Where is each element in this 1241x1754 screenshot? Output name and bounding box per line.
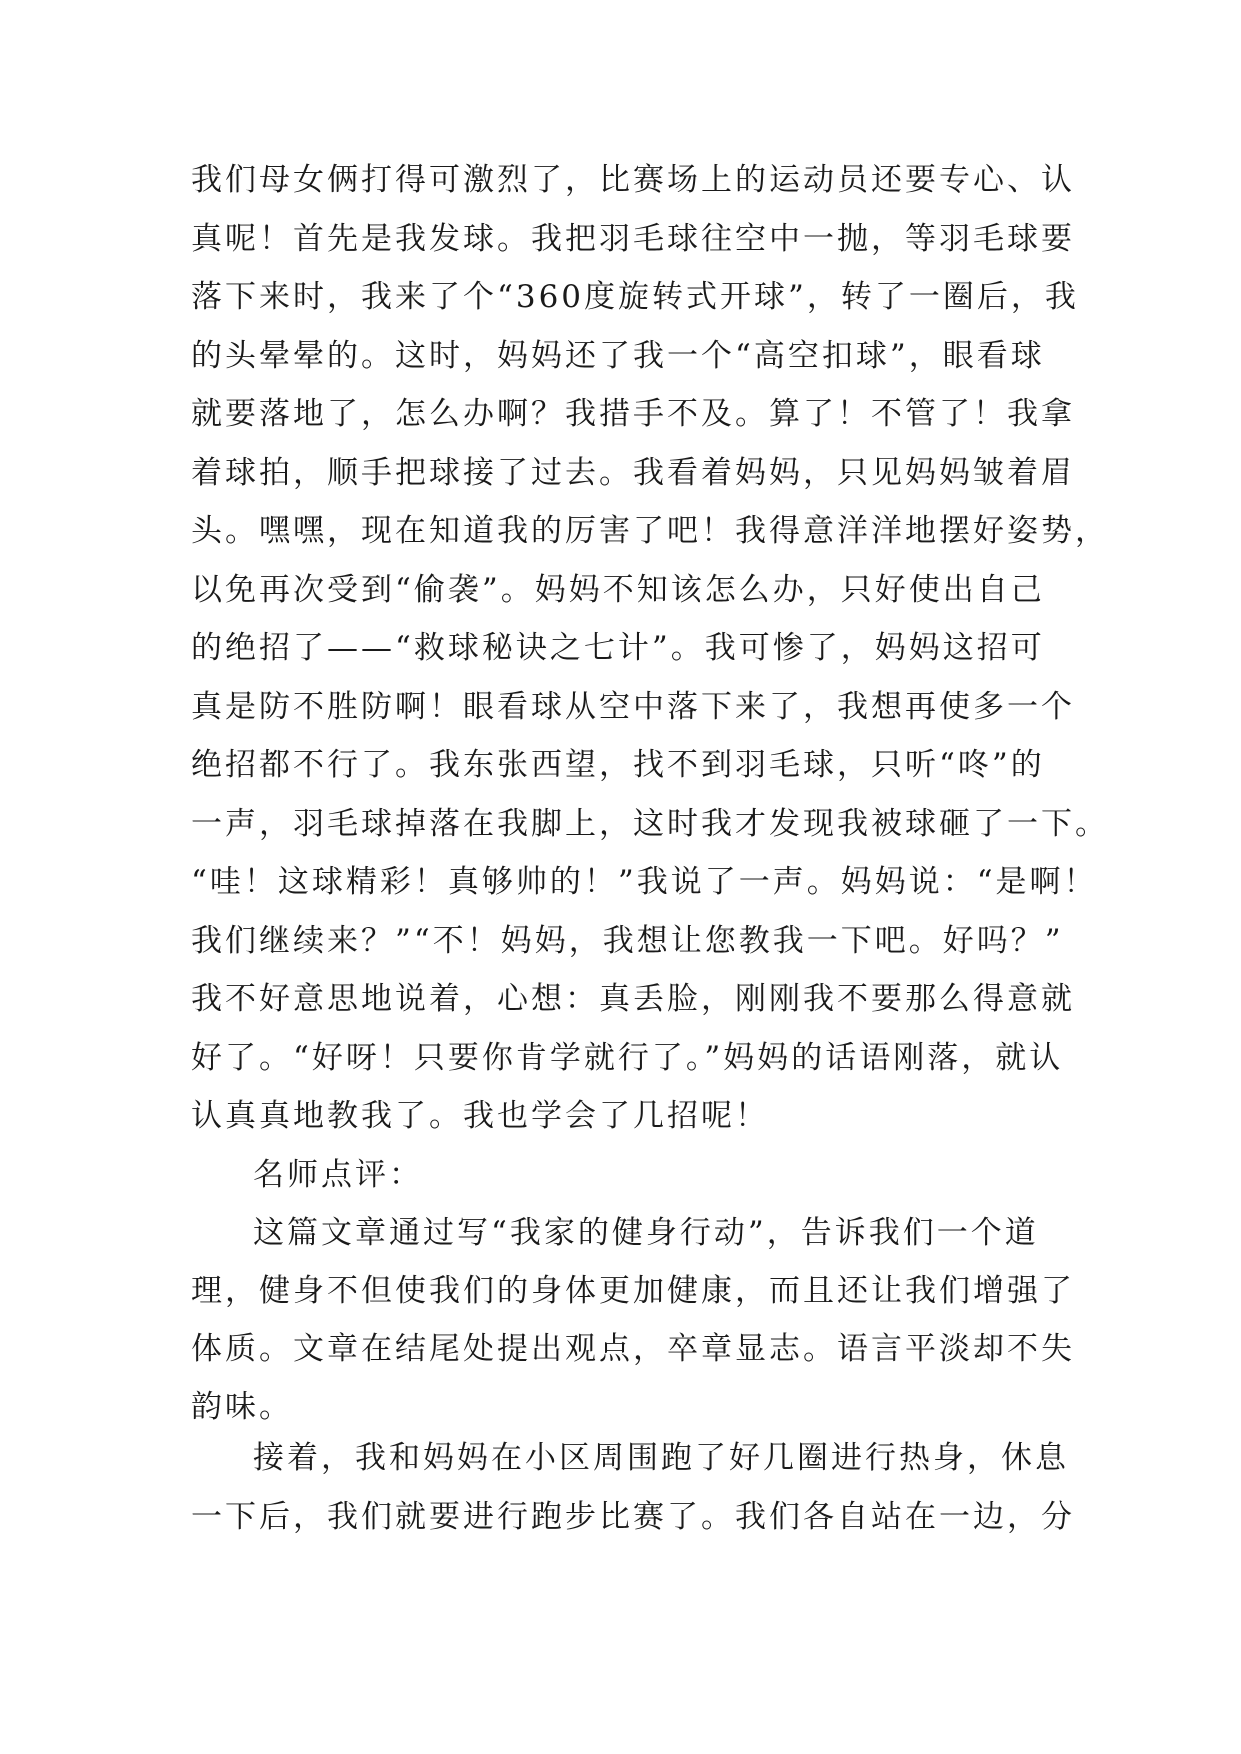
story-line: “哇！这球精彩！真够帅的！”我说了一声。妈妈说：“是啊！ bbox=[191, 864, 1098, 900]
story-line: 认真真地教我了。我也学会了几招呢！ bbox=[191, 1098, 769, 1134]
story-line: 的绝招了——“救球秘诀之七计”。我可惨了，妈妈这招可 bbox=[191, 630, 1045, 666]
comment-line: 体质。文章在结尾处提出观点，卒章显志。语言平淡却不失 bbox=[191, 1331, 1075, 1367]
story-line: 落下来时，我来了个“360度旋转式开球”，转了一圈后，我 bbox=[191, 279, 1079, 315]
story-line: 头。嘿嘿，现在知道我的厉害了吧！我得意洋洋地摆好姿势， bbox=[191, 513, 1109, 549]
story-line: 我不好意思地说着，心想：真丢脸，刚刚我不要那么得意就 bbox=[191, 981, 1075, 1017]
story-line: 真呢！首先是我发球。我把羽毛球往空中一抛，等羽毛球要 bbox=[191, 220, 1075, 257]
next-line: 接着，我和妈妈在小区周围跑了好几圈进行热身，休息 bbox=[253, 1440, 1069, 1476]
story-line: 绝招都不行了。我东张西望，找不到羽毛球，只听“咚”的 bbox=[191, 747, 1045, 783]
story-line: 真是防不胜防啊！眼看球从空中落下来了，我想再使多一个 bbox=[191, 688, 1075, 725]
story-line: 我们继续来？”“不！妈妈，我想让您教我一下吧。好吗？” bbox=[191, 922, 1064, 959]
story-line: 好了。“好呀！只要你肯学就行了。”妈妈的话语刚落，就认 bbox=[191, 1039, 1064, 1076]
comment-paragraph bbox=[191, 1204, 1075, 1436]
comment-line: 这篇文章通过写“我家的健身行动”，告诉我们一个道 bbox=[253, 1215, 1039, 1251]
story-line: 就要落地了，怎么办啊？我措手不及。算了！不管了！我拿 bbox=[191, 396, 1075, 432]
comment-heading-block bbox=[191, 1146, 1051, 1205]
story-line: 的头晕晕的。这时，妈妈还了我一个“高空扣球”，眼看球 bbox=[191, 337, 1045, 374]
comment-line: 韵味。 bbox=[191, 1389, 293, 1425]
story-line: 以免再次受到“偷袭”。妈妈不知该怎么办，只好使出自己 bbox=[191, 571, 1045, 608]
next-line: 一下后，我们就要进行跑步比赛了。我们各自站在一边，分 bbox=[191, 1498, 1075, 1535]
story-line: 我们母女俩打得可激烈了，比赛场上的运动员还要专心、认 bbox=[191, 162, 1075, 198]
story-paragraph bbox=[191, 151, 1109, 1146]
next-paragraph bbox=[191, 1429, 1075, 1546]
story-line: 着球拍，顺手把球接了过去。我看着妈妈，只见妈妈皱着眉 bbox=[191, 454, 1075, 491]
comment-line: 理，健身不但使我们的身体更加健康，而且还让我们增强了 bbox=[191, 1273, 1075, 1309]
story-line: 一声，羽毛球掉落在我脚上，这时我才发现我被球砸了一下。 bbox=[191, 805, 1109, 842]
comment-heading: 名师点评： bbox=[253, 1157, 423, 1193]
